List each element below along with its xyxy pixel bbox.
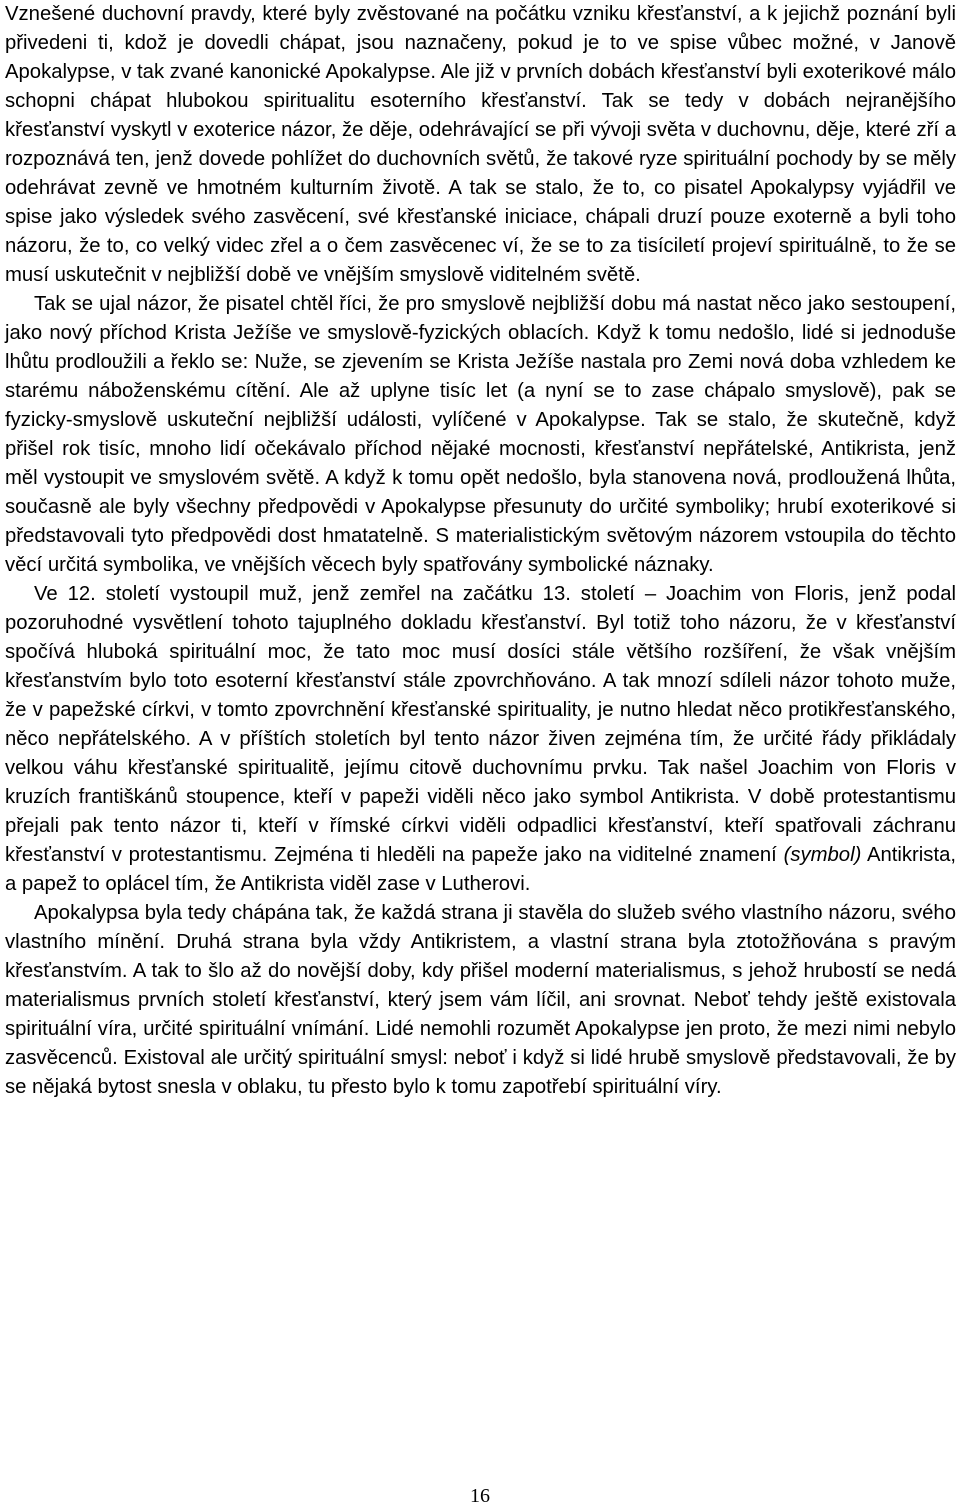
- paragraph-3-text-b: Antikrista, a papež to oplácel tím, že Antikrista viděl zase v Lutherovi.: [5, 844, 956, 895]
- paragraph-4-text: Apokalypsa byla tedy chápána tak, že každá strana ji stavěla do služeb svého vlastního názoru, svého vlastního mínění. Druhá strana byla vždy Antikristem, a vlastní strana byla ztotožňována s pravým křesťanstvím. A tak to šlo až do novější doby, kdy přišel moderní materialismus, s jehož hrubostí se nedá materialismus prvních století křesťanství, který jsem vám líčil, ani srovnat. Neboť tehdy ještě existovala spirituální víra, určité spirituální vnímání. Lidé nemohli rozumět Apokalypse jen proto, že mezi nimi nebylo zasvěcenců. Existoval ale určitý spirituální smysl: neboť i když si lidé hrubě smyslově představovali, že by se nějaká bytost snesla v oblaku, tu přesto bylo k tomu zapotřebí spirituální víry.: [5, 902, 956, 1098]
- paragraph-3: [5, 580, 956, 899]
- paragraph-3-text-a: Ve 12. století vystoupil muž, jenž zemřel na začátku 13. století – Joachim von Floris, jenž podal pozoruhodné vysvětlení tohoto tajuplného dokladu křesťanství. Byl totiž toho názoru, že v křesťanství spočívá hluboká spirituální moc, že tato moc musí dosíci stále většího rozšíření, že však vnějším křesťanstvím bylo toto esoterní křesťanství stále zpovrchňováno. A tak mnozí sdíleli názor tohoto muže, že v papežské církvi, v tomto zpovrchnění křesťanské spirituality, je nutno hledat něco protikřesťanského, něco nepřátelského. A v příštích stoletích byl tento názor živen zejména tím, že určité řády přikládaly velkou váhu křesťanské spiritualitě, jejímu citově duchovnímu prvku. Tak našel Joachim von Floris v kruzích františkánů stoupence, kteří v papeži viděli něco jako symbol Antikrista. V době protestantismu přejali pak tento názor ti, kteří v římské církvi viděli odpadlici křesťanství, kteří spatřovali záchranu křesťanství v protestantismu. Zejména ti hleděli na papeže jako na viditelné znamení: [5, 583, 956, 866]
- paragraph-3-italic-symbol: (symbol): [783, 844, 862, 866]
- paragraph-2: [5, 290, 956, 580]
- paragraph-4: [5, 899, 956, 1102]
- paragraph-2-text: Tak se ujal názor, že pisatel chtěl říci, že pro smyslově nejbližší dobu má nastat něco jako sestoupení, jako nový příchod Krista Ježíše ve smyslově-fyzických oblacích. Když k tomu nedošlo, lidé si jednoduše lhůtu prodloužili a řeklo se: Nuže, se zjevením se Krista Ježíše nastala pro Zemi nová doba vzhledem ke starému náboženskému cítění. Ale až uplyne tisíc let (a nyní se to zase chápalo smyslově), pak se fyzicky-smyslově uskuteční nejbližší události, vylíčené v Apokalypse. Tak se stalo, že skutečně, když přišel rok tisíc, mnoho lidí očekávalo příchod nějaké mocnosti, křesťanství nepřátelské, Antikrista, jenž měl vystoupit ve smyslovém světě. A když k tomu opět nedošlo, byla stanovena nová, prodloužená lhůta, současně ale byly všechny předpovědi v Apokalypse přesunuty do určité symboliky; hrubí exoterikové si představovali tyto předpovědi dost hmatatelně. S materialistickým světovým názorem vstoupila do těchto věcí určitá symbolika, ve vnějších věcech byly spatřovány symbolické náznaky.: [5, 293, 956, 576]
- document-body: [5, 0, 956, 1102]
- page-number: 16: [470, 1485, 490, 1507]
- paragraph-1-text: Vznešené duchovní pravdy, které byly zvěstované na počátku vzniku křesťanství, a k jejichž poznání byli přivedeni ti, kdož je dovedli chápat, jsou naznačeny, pokud je to ve spise vůbec možné, v Janově Apokalypse, v tak zvané kanonické Apokalypse. Ale již v prvních dobách křesťanství byli exoterikové málo schopni chápat hlubokou spiritualitu esoterního křesťanství. Tak se tedy v dobách nejranějšího křesťanství vyskytl v exoterice názor, že děje, odehrávající se při vývoji světa v duchovnu, děje, které zří a rozpoznává ten, jenž dovede pohlížet do duchovních světů, že takové ryze spirituální pochody by se měly odehrávat zevně ve hmotném kulturním životě. A tak se stalo, že to, co pisatel Apokalypsy vyjádřil ve spise jako výsledek svého zasvěcení, své křesťanské iniciace, chápali druzí pouze exoterně a byli toho názoru, že to, co velký videc zřel a o čem zasvěcenec ví, že se to za tisíciletí projeví spirituálně, to že se musí uskutečnit v nejbližší době ve vnějším smyslově viditelném světě.: [5, 3, 956, 286]
- paragraph-1: [5, 0, 956, 290]
